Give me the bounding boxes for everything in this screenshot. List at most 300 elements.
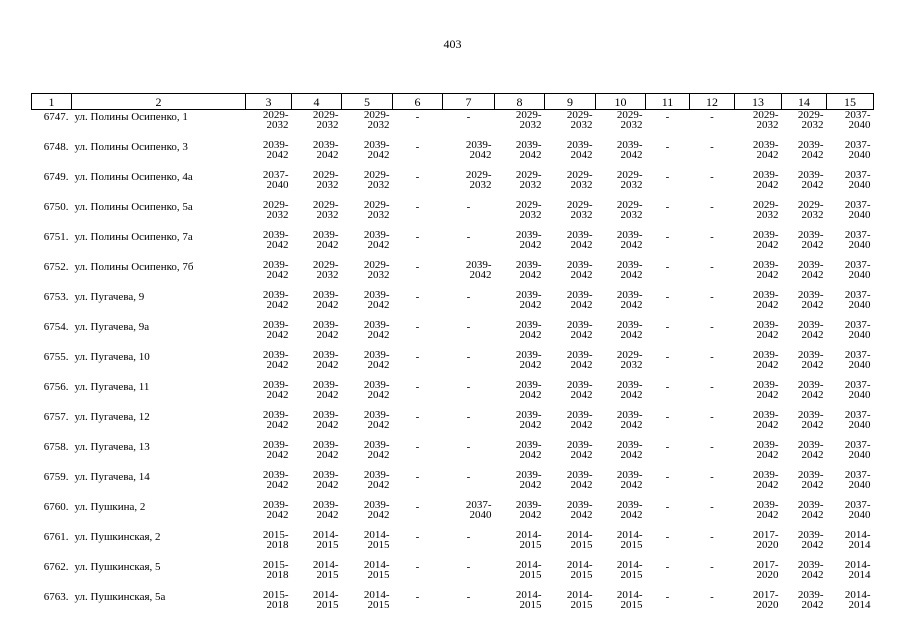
year-start: 2039- — [262, 319, 289, 331]
year-end: 2042 — [266, 359, 289, 371]
year-start: 2039- — [515, 499, 542, 511]
year-end: 2015 — [620, 539, 643, 551]
year-start: 2039- — [752, 289, 779, 301]
year-range-cell — [342, 560, 393, 590]
column-header-5: 5 — [342, 94, 393, 110]
year-end: 2015 — [570, 539, 593, 551]
year-end: 2042 — [756, 449, 779, 461]
table-row — [32, 560, 874, 590]
year-start: 2039- — [752, 349, 779, 361]
empty-cell: - — [466, 471, 471, 483]
empty-cell: - — [710, 501, 714, 513]
year-start: 2017- — [752, 559, 779, 571]
year-range-cell — [495, 560, 545, 590]
year-end: 2042 — [620, 149, 643, 161]
row-number: 6749. — [43, 171, 69, 183]
year-end: 2042 — [801, 389, 824, 401]
year-range-cell — [246, 470, 292, 500]
year-start: 2029- — [262, 109, 289, 121]
year-range-cell — [545, 350, 596, 380]
year-end: 2015 — [519, 569, 542, 581]
year-start: 2039- — [797, 439, 824, 451]
year-range-cell — [827, 200, 874, 230]
year-end: 2032 — [316, 269, 339, 281]
year-end: 2040 — [848, 329, 871, 341]
year-end: 2042 — [266, 449, 289, 461]
year-range-cell — [782, 110, 827, 141]
year-start: 2014- — [363, 529, 390, 541]
year-end: 2015 — [367, 539, 390, 551]
year-start: 2039- — [515, 289, 542, 301]
year-end: 2040 — [848, 179, 871, 191]
year-start: 2015- — [262, 559, 289, 571]
year-end: 2042 — [570, 359, 593, 371]
empty-cell: - — [710, 531, 714, 543]
year-start: 2039- — [797, 379, 824, 391]
year-end: 2015 — [519, 599, 542, 611]
year-range-cell — [596, 440, 646, 470]
year-start: 2039- — [566, 259, 593, 271]
row-number: 6748. — [43, 141, 69, 153]
empty-cell: - — [665, 531, 670, 543]
row-number: 6757. — [43, 411, 69, 423]
year-range-cell — [827, 140, 874, 170]
year-end: 2042 — [570, 269, 593, 281]
year-range-cell — [782, 440, 827, 470]
year-range-cell — [827, 500, 874, 530]
year-end: 2042 — [801, 239, 824, 251]
year-range-cell — [246, 560, 292, 590]
empty-cell: - — [466, 411, 471, 423]
year-start: 2039- — [363, 439, 390, 451]
address-cell: ул. Полины Осипенко, 5а — [74, 201, 193, 213]
year-start: 2029- — [515, 109, 542, 121]
year-start: 2039- — [515, 139, 542, 151]
year-range-cell — [246, 530, 292, 560]
year-start: 2039- — [797, 319, 824, 331]
empty-cell: - — [466, 321, 471, 333]
year-start: 2039- — [797, 589, 824, 601]
year-end: 2042 — [519, 359, 542, 371]
year-range-cell — [735, 560, 782, 590]
year-end: 2042 — [316, 479, 339, 491]
year-end: 2042 — [570, 479, 593, 491]
year-end: 2042 — [519, 149, 542, 161]
year-start: 2039- — [312, 379, 339, 391]
year-end: 2042 — [801, 509, 824, 521]
year-range-cell — [292, 560, 342, 590]
year-start: 2029- — [312, 109, 339, 121]
year-start: 2037- — [844, 259, 871, 271]
year-range-cell — [292, 380, 342, 410]
year-start: 2014- — [566, 589, 593, 601]
year-end: 2042 — [620, 329, 643, 341]
year-end: 2040 — [848, 299, 871, 311]
year-range-cell — [545, 560, 596, 590]
year-range-cell — [495, 320, 545, 350]
year-end: 2014 — [848, 539, 871, 551]
year-start: 2029- — [616, 199, 643, 211]
year-start: 2039- — [566, 409, 593, 421]
table-row — [32, 140, 874, 170]
year-start: 2039- — [515, 439, 542, 451]
year-range-cell — [342, 530, 393, 560]
year-range-cell — [545, 320, 596, 350]
year-start: 2039- — [262, 229, 289, 241]
year-range-cell — [495, 470, 545, 500]
year-range-cell — [495, 500, 545, 530]
year-range-cell — [782, 380, 827, 410]
year-start: 2039- — [797, 409, 824, 421]
address-cell: ул. Пугачева, 9 — [74, 291, 145, 303]
year-range-cell — [292, 140, 342, 170]
year-end: 2042 — [756, 329, 779, 341]
empty-cell: - — [665, 501, 670, 513]
address-cell: ул. Пугачева, 12 — [74, 411, 150, 423]
year-range-cell — [292, 410, 342, 440]
empty-cell: - — [665, 171, 670, 183]
year-range-cell — [596, 200, 646, 230]
year-end: 2042 — [801, 599, 824, 611]
year-start: 2029- — [363, 199, 390, 211]
year-range-cell — [596, 560, 646, 590]
year-end: 2042 — [620, 239, 643, 251]
year-end: 2040 — [848, 119, 871, 131]
year-start: 2014- — [363, 589, 390, 601]
year-start: 2017- — [752, 589, 779, 601]
table-row — [32, 590, 874, 620]
year-start: 2039- — [566, 229, 593, 241]
year-end: 2042 — [519, 419, 542, 431]
year-range-cell — [827, 230, 874, 260]
year-range-cell — [495, 380, 545, 410]
year-end: 2015 — [316, 539, 339, 551]
column-header-3: 3 — [246, 94, 292, 110]
year-range-cell — [246, 110, 292, 141]
year-start: 2037- — [844, 109, 871, 121]
row-number: 6758. — [43, 441, 69, 453]
year-range-cell — [782, 560, 827, 590]
address-cell: ул. Пугачева, 10 — [74, 351, 150, 363]
empty-cell: - — [415, 171, 420, 183]
year-end: 2042 — [469, 269, 492, 281]
year-end: 2032 — [367, 179, 390, 191]
empty-cell: - — [415, 111, 420, 123]
year-range-cell — [596, 320, 646, 350]
year-start: 2014- — [312, 529, 339, 541]
column-header-9: 9 — [545, 94, 596, 110]
year-start: 2039- — [312, 409, 339, 421]
year-end: 2042 — [367, 239, 390, 251]
year-range-cell — [596, 140, 646, 170]
year-end: 2042 — [801, 449, 824, 461]
year-end: 2040 — [848, 269, 871, 281]
year-start: 2029- — [797, 109, 824, 121]
year-end: 2042 — [367, 479, 390, 491]
year-end: 2042 — [801, 479, 824, 491]
year-end: 2042 — [620, 449, 643, 461]
year-range-cell — [827, 320, 874, 350]
year-start: 2039- — [363, 379, 390, 391]
year-end: 2042 — [266, 329, 289, 341]
year-end: 2042 — [570, 149, 593, 161]
year-end: 2042 — [316, 419, 339, 431]
empty-cell: - — [710, 441, 714, 453]
year-start: 2037- — [262, 169, 289, 181]
year-start: 2039- — [797, 289, 824, 301]
year-range-cell — [246, 200, 292, 230]
empty-cell: - — [466, 561, 471, 573]
row-number: 6761. — [43, 531, 69, 543]
year-end: 2042 — [570, 449, 593, 461]
year-end: 2032 — [620, 209, 643, 221]
year-end: 2042 — [756, 299, 779, 311]
column-header-6: 6 — [393, 94, 443, 110]
year-start: 2039- — [262, 469, 289, 481]
year-start: 2015- — [262, 589, 289, 601]
column-header-11: 11 — [646, 94, 690, 110]
year-start: 2037- — [844, 169, 871, 181]
year-range-cell — [827, 380, 874, 410]
year-range-cell — [342, 380, 393, 410]
year-range-cell — [342, 500, 393, 530]
year-end: 2032 — [367, 209, 390, 221]
year-start: 2029- — [515, 169, 542, 181]
year-range-cell — [827, 350, 874, 380]
year-start: 2029- — [363, 169, 390, 181]
empty-cell: - — [415, 441, 420, 453]
year-range-cell — [827, 470, 874, 500]
table-body — [32, 110, 874, 621]
empty-cell: - — [710, 231, 714, 243]
year-range-cell — [735, 590, 782, 620]
year-start: 2037- — [465, 499, 492, 511]
year-range-cell — [782, 470, 827, 500]
year-start: 2039- — [363, 499, 390, 511]
year-start: 2014- — [566, 559, 593, 571]
empty-cell: - — [415, 291, 420, 303]
year-range-cell — [782, 500, 827, 530]
year-end: 2042 — [801, 329, 824, 341]
year-start: 2039- — [363, 229, 390, 241]
year-start: 2037- — [844, 379, 871, 391]
year-end: 2042 — [801, 269, 824, 281]
year-start: 2037- — [844, 349, 871, 361]
year-end: 2032 — [620, 119, 643, 131]
year-end: 2042 — [620, 299, 643, 311]
year-start: 2029- — [363, 259, 390, 271]
empty-cell: - — [466, 591, 471, 603]
empty-cell: - — [415, 321, 420, 333]
year-range-cell — [545, 110, 596, 141]
year-start: 2039- — [262, 259, 289, 271]
year-range-cell — [735, 440, 782, 470]
year-start: 2039- — [566, 319, 593, 331]
year-end: 2042 — [801, 149, 824, 161]
empty-cell: - — [415, 501, 420, 513]
year-start: 2039- — [752, 469, 779, 481]
table-row — [32, 380, 874, 410]
year-end: 2015 — [367, 599, 390, 611]
year-start: 2039- — [312, 139, 339, 151]
empty-cell: - — [415, 471, 420, 483]
year-range-cell — [342, 440, 393, 470]
year-start: 2039- — [262, 409, 289, 421]
year-range-cell — [782, 230, 827, 260]
empty-cell: - — [665, 411, 670, 423]
year-range-cell — [495, 140, 545, 170]
empty-cell: - — [466, 231, 471, 243]
year-range-cell — [342, 260, 393, 290]
year-range-cell — [495, 260, 545, 290]
year-range-cell — [545, 440, 596, 470]
year-end: 2015 — [620, 569, 643, 581]
year-range-cell — [545, 170, 596, 200]
year-start: 2039- — [363, 319, 390, 331]
year-end: 2042 — [620, 479, 643, 491]
year-end: 2042 — [570, 239, 593, 251]
year-start: 2039- — [616, 289, 643, 301]
year-start: 2039- — [797, 229, 824, 241]
year-range-cell — [495, 590, 545, 620]
year-start: 2039- — [752, 169, 779, 181]
year-range-cell — [342, 230, 393, 260]
year-start: 2039- — [616, 229, 643, 241]
year-range-cell — [246, 380, 292, 410]
year-range-cell — [292, 590, 342, 620]
year-end: 2042 — [756, 239, 779, 251]
column-header-13: 13 — [735, 94, 782, 110]
year-start: 2039- — [363, 349, 390, 361]
year-start: 2014- — [515, 559, 542, 571]
year-range-cell — [545, 590, 596, 620]
year-end: 2042 — [519, 479, 542, 491]
year-start: 2037- — [844, 289, 871, 301]
year-start: 2039- — [262, 289, 289, 301]
year-start: 2037- — [844, 499, 871, 511]
year-end: 2042 — [801, 539, 824, 551]
year-start: 2039- — [752, 139, 779, 151]
year-start: 2037- — [844, 469, 871, 481]
year-range-cell — [342, 470, 393, 500]
year-range-cell — [495, 290, 545, 320]
year-end: 2042 — [756, 269, 779, 281]
year-start: 2039- — [616, 259, 643, 271]
table-row — [32, 440, 874, 470]
empty-cell: - — [710, 411, 714, 423]
year-start: 2029- — [312, 169, 339, 181]
header-row — [32, 94, 874, 110]
year-end: 2032 — [316, 179, 339, 191]
column-header-1: 1 — [32, 94, 72, 110]
year-end: 2014 — [848, 599, 871, 611]
year-start: 2029- — [312, 259, 339, 271]
year-end: 2020 — [756, 569, 779, 581]
year-range-cell — [342, 110, 393, 141]
empty-cell: - — [665, 261, 670, 273]
row-number: 6762. — [43, 561, 69, 573]
year-range-cell — [735, 230, 782, 260]
year-start: 2039- — [363, 469, 390, 481]
year-end: 2042 — [570, 299, 593, 311]
year-end: 2042 — [620, 389, 643, 401]
year-range-cell — [545, 290, 596, 320]
address-cell: ул. Полины Осипенко, 1 — [74, 111, 188, 123]
address-cell: ул. Полины Осипенко, 4а — [74, 171, 193, 183]
year-start: 2039- — [363, 409, 390, 421]
row-number: 6750. — [43, 201, 69, 213]
year-start: 2039- — [566, 499, 593, 511]
year-end: 2040 — [848, 239, 871, 251]
year-range-cell — [342, 200, 393, 230]
table-row — [32, 470, 874, 500]
column-header-7: 7 — [443, 94, 495, 110]
year-start: 2039- — [752, 229, 779, 241]
year-end: 2042 — [620, 269, 643, 281]
year-end: 2032 — [266, 119, 289, 131]
year-range-cell — [596, 380, 646, 410]
year-end: 2042 — [756, 179, 779, 191]
address-cell: ул. Пугачева, 9а — [74, 321, 150, 333]
empty-cell: - — [415, 591, 420, 603]
year-range-cell — [246, 350, 292, 380]
year-range-cell — [782, 530, 827, 560]
empty-cell: - — [710, 111, 714, 123]
year-start: 2014- — [616, 589, 643, 601]
year-end: 2042 — [367, 449, 390, 461]
empty-cell: - — [665, 561, 670, 573]
year-range-cell — [342, 350, 393, 380]
year-range-cell — [735, 170, 782, 200]
table-row — [32, 350, 874, 380]
year-end: 2042 — [519, 389, 542, 401]
year-start: 2039- — [312, 499, 339, 511]
year-end: 2040 — [848, 479, 871, 491]
year-start: 2037- — [844, 229, 871, 241]
year-range-cell — [443, 500, 495, 530]
address-cell: ул. Полины Осипенко, 7б — [74, 261, 194, 273]
year-range-cell — [735, 410, 782, 440]
year-range-cell — [827, 290, 874, 320]
year-range-cell — [545, 380, 596, 410]
year-start: 2029- — [797, 199, 824, 211]
year-start: 2039- — [797, 529, 824, 541]
year-end: 2042 — [756, 419, 779, 431]
year-range-cell — [782, 350, 827, 380]
year-start: 2039- — [752, 409, 779, 421]
year-range-cell — [246, 230, 292, 260]
year-start: 2039- — [616, 469, 643, 481]
address-cell: ул. Пушкинская, 5а — [74, 591, 166, 603]
year-start: 2039- — [566, 379, 593, 391]
year-range-cell — [342, 410, 393, 440]
year-end: 2032 — [266, 209, 289, 221]
table-row — [32, 500, 874, 530]
year-start: 2039- — [616, 379, 643, 391]
year-end: 2018 — [266, 539, 289, 551]
year-end: 2032 — [620, 179, 643, 191]
table-row — [32, 290, 874, 320]
year-start: 2039- — [363, 139, 390, 151]
year-start: 2039- — [752, 319, 779, 331]
year-range-cell — [545, 500, 596, 530]
year-end: 2042 — [469, 149, 492, 161]
year-start: 2039- — [566, 439, 593, 451]
year-end: 2042 — [266, 269, 289, 281]
year-range-cell — [827, 170, 874, 200]
year-end: 2042 — [316, 239, 339, 251]
row-number: 6747. — [43, 111, 69, 123]
